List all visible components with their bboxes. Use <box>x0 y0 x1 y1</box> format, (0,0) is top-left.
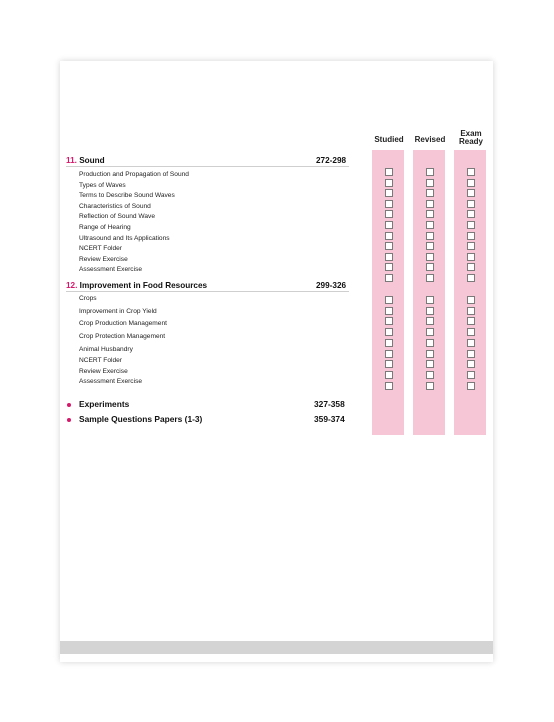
topic-item: Production and Propagation of Sound <box>79 171 189 178</box>
column-header-exam-line2: Ready <box>458 137 483 146</box>
topic-item: Crop Protection Management <box>79 333 166 341</box>
exam-ready-checkbox[interactable] <box>467 274 475 282</box>
studied-checkbox[interactable] <box>385 371 393 379</box>
exam-ready-checkbox[interactable] <box>467 221 475 229</box>
studied-checkbox[interactable] <box>385 339 393 347</box>
studied-checkbox[interactable] <box>385 350 393 358</box>
section-title: Sample Questions Papers (1-3) <box>79 414 203 424</box>
column-header-exam-ready <box>452 130 490 146</box>
studied-checkbox[interactable] <box>385 242 393 250</box>
exam-ready-checkbox[interactable] <box>467 307 475 315</box>
section-page-range: 327-358 <box>314 399 345 409</box>
studied-checkbox[interactable] <box>385 168 393 176</box>
topic-item: Improvement in Crop Yield <box>79 307 157 315</box>
page-bottom-strip <box>60 641 493 654</box>
topic-item: Assessment Exercise <box>79 378 143 386</box>
column-header-exam-line1: Exam <box>460 129 482 138</box>
exam-ready-checkbox[interactable] <box>467 371 475 379</box>
topic-item: Types of Waves <box>79 181 126 189</box>
bullet-dot <box>67 418 71 422</box>
chapter-title: Improvement in Food Resources <box>79 281 208 290</box>
revised-checkbox[interactable] <box>426 317 434 325</box>
section-page-range: 359-374 <box>314 414 345 424</box>
topic-item: NCERT Folder <box>79 357 122 364</box>
revised-checkbox[interactable] <box>426 350 434 358</box>
exam-ready-checkbox[interactable] <box>467 179 475 187</box>
chapter-heading <box>66 281 207 290</box>
revised-checkbox[interactable] <box>426 189 434 197</box>
revised-checkbox[interactable] <box>426 360 434 368</box>
studied-checkbox[interactable] <box>385 296 393 304</box>
studied-checkbox[interactable] <box>385 382 393 390</box>
studied-checkbox[interactable] <box>385 221 393 229</box>
studied-checkbox[interactable] <box>385 317 393 325</box>
revised-checkbox[interactable] <box>426 232 434 240</box>
studied-checkbox[interactable] <box>385 200 393 208</box>
bullet-dot <box>67 403 71 407</box>
revised-checkbox[interactable] <box>426 328 434 336</box>
revised-checkbox[interactable] <box>426 263 434 271</box>
exam-ready-checkbox[interactable] <box>467 328 475 336</box>
exam-ready-checkbox[interactable] <box>467 263 475 271</box>
exam-ready-checkbox[interactable] <box>467 339 475 347</box>
topic-item: Reflection of Sound Wave <box>79 213 155 221</box>
exam-ready-checkbox[interactable] <box>467 242 475 250</box>
section-title: Experiments <box>79 399 130 409</box>
topic-item: Review Exercise <box>79 255 128 263</box>
exam-ready-checkbox[interactable] <box>467 210 475 218</box>
chapter-page-range: 299-326 <box>316 281 347 290</box>
chapter-heading <box>66 156 105 165</box>
chapter-title: Sound <box>79 156 105 165</box>
studied-checkbox[interactable] <box>385 328 393 336</box>
exam-ready-checkbox[interactable] <box>467 168 475 176</box>
exam-ready-checkbox[interactable] <box>467 296 475 304</box>
exam-ready-checkbox[interactable] <box>467 189 475 197</box>
revised-checkbox[interactable] <box>426 307 434 315</box>
studied-checkbox[interactable] <box>385 307 393 315</box>
topic-item: Range of Hearing <box>79 224 131 231</box>
studied-checkbox[interactable] <box>385 274 393 282</box>
topic-item: Assessment Exercise <box>79 266 143 274</box>
revised-checkbox[interactable] <box>426 382 434 390</box>
chapter-number: 12. <box>66 281 78 290</box>
revised-checkbox[interactable] <box>426 296 434 304</box>
studied-checkbox[interactable] <box>385 253 393 261</box>
revised-checkbox[interactable] <box>426 253 434 261</box>
revised-checkbox[interactable] <box>426 221 434 229</box>
topic-item: Review Exercise <box>79 367 128 375</box>
topic-item: Crops <box>79 295 97 302</box>
topic-item: Characteristics of Sound <box>79 202 151 210</box>
revised-checkbox[interactable] <box>426 242 434 250</box>
chapter-divider <box>66 291 349 292</box>
column-header-studied: Studied <box>374 135 404 144</box>
studied-checkbox[interactable] <box>385 232 393 240</box>
studied-checkbox[interactable] <box>385 210 393 218</box>
exam-ready-checkbox[interactable] <box>467 350 475 358</box>
revised-checkbox[interactable] <box>426 339 434 347</box>
revised-checkbox[interactable] <box>426 179 434 187</box>
revised-checkbox[interactable] <box>426 168 434 176</box>
column-header-revised: Revised <box>414 135 446 144</box>
chapter-divider <box>66 166 349 167</box>
exam-ready-checkbox[interactable] <box>467 317 475 325</box>
studied-checkbox[interactable] <box>385 179 393 187</box>
studied-checkbox[interactable] <box>385 189 393 197</box>
topic-item: Ultrasound and Its Applications <box>79 234 170 242</box>
revised-checkbox[interactable] <box>426 274 434 282</box>
exam-ready-checkbox[interactable] <box>467 360 475 368</box>
chapter-page-range: 272-298 <box>316 156 347 165</box>
revised-checkbox[interactable] <box>426 200 434 208</box>
topic-item: Animal Husbandry <box>79 345 133 353</box>
studied-checkbox[interactable] <box>385 360 393 368</box>
topic-item: Terms to Describe Sound Waves <box>79 192 175 200</box>
studied-checkbox[interactable] <box>385 263 393 271</box>
chapter-number: 11. <box>66 156 77 165</box>
topic-item: NCERT Folder <box>79 245 122 253</box>
exam-ready-checkbox[interactable] <box>467 253 475 261</box>
topic-item: Crop Production Management <box>79 320 167 328</box>
exam-ready-checkbox[interactable] <box>467 382 475 390</box>
revised-checkbox[interactable] <box>426 371 434 379</box>
exam-ready-checkbox[interactable] <box>467 200 475 208</box>
exam-ready-checkbox[interactable] <box>467 232 475 240</box>
revised-checkbox[interactable] <box>426 210 434 218</box>
